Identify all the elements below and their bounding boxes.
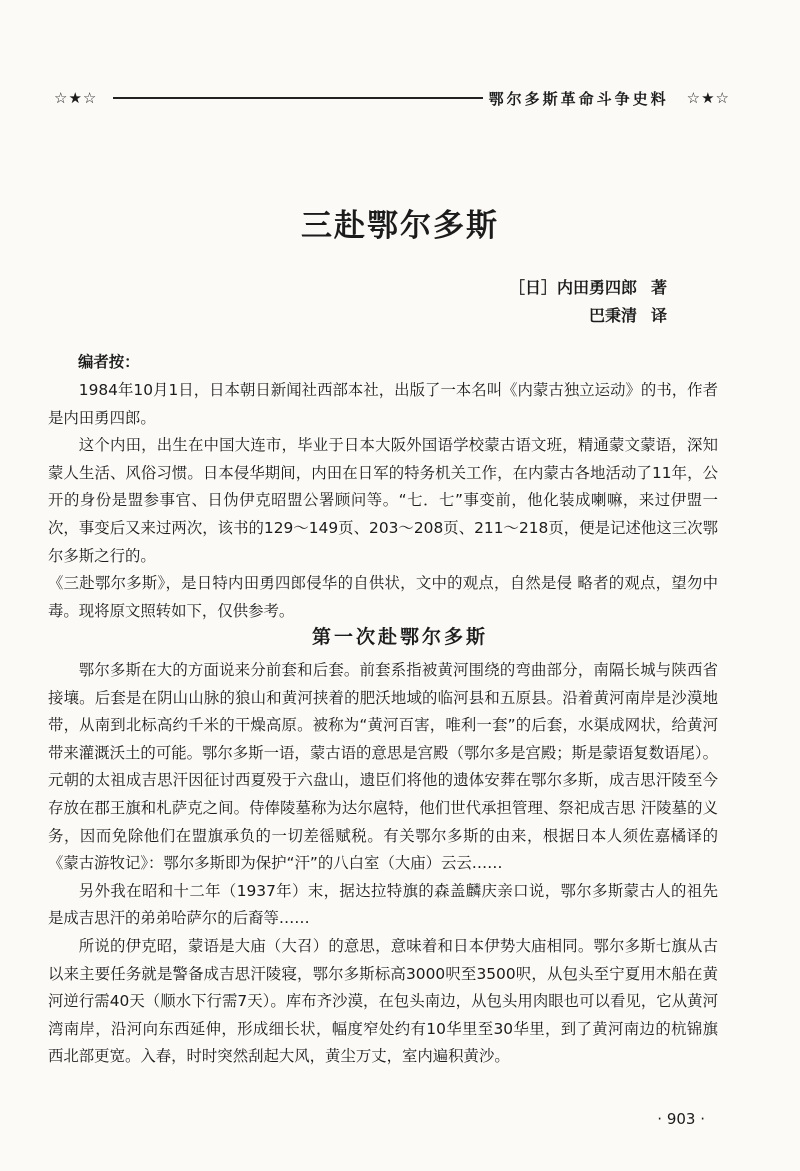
section-heading: 第一次赴鄂尔多斯 — [311, 626, 488, 648]
page-number: · 903 · — [657, 1110, 705, 1128]
decorative-stars-left: ☆★☆ — [54, 89, 98, 107]
editor-note-body — [48, 377, 718, 625]
body-paragraph: 鄂尔多斯在大的方面说来分前套和后套。前套系指被黄河围绕的弯曲部分，南隔长城与陕西省接壤。后套是在阴山山脉的狼山和黄河挟着的肥沃地域的临河县和五原县。沿着黄河南岸是沙漠地带，从南到北标高约千米的干燥高原。被称为“黄河百害，唯利一套”的后套，水渠成网状，给黄河带来灌溉沃土的可能。鄂尔多斯一语，蒙古语的意思是宫殿（鄂尔多是宫殿；斯是蒙语复数语尾）。元朝的太祖成吉思汗因征讨西夏殁于六盘山，遗臣们将他的遗体安葬在鄂尔多斯，成吉思汗陵至今存放在郡王旗和札萨克之间。侍俸陵墓称为达尔扈特，他们世代承担管理、祭祀成吉思 汗陵墓的义务，因而免除他们在盟旗承负的一切差徭赋税。有关鄂尔多斯的由来，根据日本人须佐嘉橘译的《蒙古游牧记》：鄂尔多斯即为保护“汗”的八白室（大庙）云云…… — [48, 661, 718, 873]
decorative-stars-right: ☆★☆ — [686, 89, 730, 107]
author-role: 著 — [650, 278, 667, 297]
editor-note-paragraph: 1984年10月1日，日本朝日新闻社西部本社，出版了一本名叫《内蒙古独立运动》的书，作者是内田勇四郎。 — [48, 381, 718, 427]
author-name: ［日］内田勇四郎 — [508, 278, 637, 297]
series-title: 鄂尔多斯革命斗争史料 — [488, 89, 669, 108]
body-paragraph: 另外我在昭和十二年（1937年）末，据达拉特旗的森盖麟庆亲口说，鄂尔多斯蒙古人的祖先是成吉思汗的弟弟哈萨尔的后裔等…… — [48, 881, 718, 928]
translator-name: 巴秉清 — [588, 306, 637, 325]
article-title: 三赴鄂尔多斯 — [301, 208, 499, 244]
translator-role: 译 — [650, 306, 667, 325]
editor-note-paragraph: 《三赴鄂尔多斯》，是日特内田勇四郎侵华的自供状，文中的观点，自然是侵 略者的观点，望勿中毒。现将原文照转如下，仅供参考。 — [48, 574, 718, 620]
section-body — [48, 657, 718, 1071]
body-paragraph: 所说的伊克昭，蒙语是大庙（大召）的意思，意味着和日本伊势大庙相同。鄂尔多斯七旗从古以来主要任务就是警备成吉思汗陵寝，鄂尔多斯标高3000呎至3500呎，从包头至宁夏用木船在黄河逆行需40天（顺水下行需7天）。库布齐沙漠，在包头南边，从包头用肉眼也可以看见，它从黄河湾南岸，沿河向东西延伸，形成细长状，幅度窄处约有10华里至30华里，到了黄河南边的杭锦旗西北部更宽。入春，时时突然刮起大风，黄尘万丈，室内遍积黄沙。 — [48, 936, 718, 1066]
translator-line — [589, 303, 667, 326]
editor-note-paragraph: 这个内田，出生在中国大连市，毕业于日本大阪外国语学校蒙古语文班，精通蒙文蒙语，深知蒙人生活、风俗习惯。日本侵华期间，内田在日军的特务机关工作，在内蒙古各地活动了11年，公开的身份是盟参事官、日伪伊克昭盟公署顾问等。“七．七”事变前，他化装成喇嘛，来过伊盟一次，事变后又来过两次，该书的129～149页、203～208页、211～218页，便是记述他这三次鄂尔多斯之行的。 — [48, 436, 718, 565]
author-line — [509, 275, 667, 298]
header-rule — [113, 97, 482, 99]
editor-note-label: 编者按： — [78, 353, 140, 371]
running-header — [54, 84, 730, 112]
